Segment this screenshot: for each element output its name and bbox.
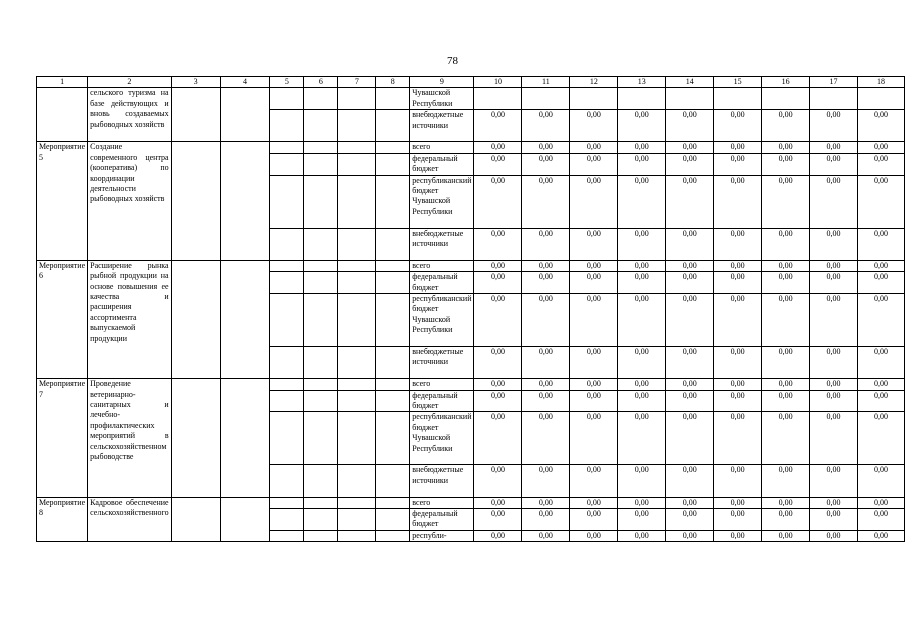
- code-cell-6: [304, 153, 338, 175]
- funding-source: внебюджетные источники: [410, 347, 474, 379]
- value-cell: 0,00: [714, 379, 762, 390]
- value-cell: 0,00: [474, 530, 522, 541]
- code-cell-6: [304, 88, 338, 110]
- value-cell: 0,00: [666, 390, 714, 412]
- value-cell: 0,00: [474, 228, 522, 260]
- value-cell: 0,00: [570, 153, 618, 175]
- value-cell: 0,00: [522, 175, 570, 228]
- value-cell: 0,00: [474, 379, 522, 390]
- value-cell: 0,00: [810, 379, 858, 390]
- value-cell: 0,00: [618, 260, 666, 271]
- value-cell: 0,00: [618, 272, 666, 294]
- code-cell-5: [270, 142, 304, 153]
- column-header-6: 6: [304, 77, 338, 88]
- value-cell: 0,00: [474, 390, 522, 412]
- code-cell-5: [270, 110, 304, 142]
- measure-description: Расширение рынка рыбной продукции на основе повышения ее качества и расширения ассортимента выпускаемой продукции: [88, 260, 171, 378]
- code-cell-8: [376, 294, 410, 347]
- funding-source: федеральный бюджет: [410, 390, 474, 412]
- table-row: [37, 379, 905, 390]
- value-cell: 0,00: [522, 347, 570, 379]
- value-cell: 0,00: [857, 390, 904, 412]
- value-cell: 0,00: [857, 294, 904, 347]
- responsible-cell: [171, 497, 220, 542]
- value-cell: 0,00: [522, 465, 570, 497]
- code-cell-7: [338, 379, 376, 390]
- value-cell: 0,00: [522, 260, 570, 271]
- value-cell: 0,00: [857, 260, 904, 271]
- funding-source: всего: [410, 260, 474, 271]
- value-cell: 0,00: [570, 379, 618, 390]
- code-cell-7: [338, 110, 376, 142]
- code-cell-5: [270, 465, 304, 497]
- value-cell: 0,00: [570, 530, 618, 541]
- value-cell: [666, 88, 714, 110]
- column-header-3: 3: [171, 77, 220, 88]
- funding-source: всего: [410, 497, 474, 508]
- column-header-8: 8: [376, 77, 410, 88]
- funding-source: республиканский бюджет Чувашской Республики: [410, 175, 474, 228]
- value-cell: 0,00: [666, 228, 714, 260]
- code-cell-6: [304, 379, 338, 390]
- code-cell-8: [376, 509, 410, 531]
- value-cell: 0,00: [522, 153, 570, 175]
- code-cell-8: [376, 88, 410, 110]
- value-cell: 0,00: [762, 509, 810, 531]
- value-cell: 0,00: [474, 272, 522, 294]
- value-cell: 0,00: [666, 497, 714, 508]
- value-cell: 0,00: [474, 509, 522, 531]
- code-cell-5: [270, 294, 304, 347]
- code-cell-5: [270, 88, 304, 110]
- code-cell-8: [376, 110, 410, 142]
- code-cell-8: [376, 390, 410, 412]
- code-cell-6: [304, 390, 338, 412]
- value-cell: 0,00: [570, 175, 618, 228]
- value-cell: 0,00: [810, 509, 858, 531]
- value-cell: 0,00: [810, 110, 858, 142]
- participants-cell: [220, 497, 270, 542]
- value-cell: 0,00: [857, 412, 904, 465]
- code-cell-7: [338, 175, 376, 228]
- code-cell-6: [304, 294, 338, 347]
- value-cell: 0,00: [570, 228, 618, 260]
- value-cell: 0,00: [618, 175, 666, 228]
- code-cell-6: [304, 228, 338, 260]
- code-cell-5: [270, 347, 304, 379]
- value-cell: 0,00: [666, 347, 714, 379]
- value-cell: 0,00: [522, 272, 570, 294]
- value-cell: 0,00: [570, 110, 618, 142]
- code-cell-5: [270, 272, 304, 294]
- value-cell: 0,00: [857, 110, 904, 142]
- value-cell: 0,00: [857, 153, 904, 175]
- code-cell-5: [270, 390, 304, 412]
- code-cell-7: [338, 153, 376, 175]
- value-cell: 0,00: [522, 412, 570, 465]
- value-cell: 0,00: [714, 272, 762, 294]
- funding-source: республиканский бюджет Чувашской Республики: [410, 294, 474, 347]
- code-cell-5: [270, 260, 304, 271]
- value-cell: 0,00: [570, 347, 618, 379]
- code-cell-8: [376, 153, 410, 175]
- value-cell: 0,00: [714, 530, 762, 541]
- funding-source: республиканский бюджет Чувашской Республики: [410, 412, 474, 465]
- value-cell: 0,00: [810, 390, 858, 412]
- responsible-cell: [171, 88, 220, 142]
- code-cell-6: [304, 260, 338, 271]
- value-cell: 0,00: [762, 390, 810, 412]
- code-cell-8: [376, 497, 410, 508]
- value-cell: 0,00: [762, 228, 810, 260]
- value-cell: 0,00: [666, 260, 714, 271]
- code-cell-8: [376, 347, 410, 379]
- value-cell: 0,00: [857, 509, 904, 531]
- value-cell: 0,00: [762, 530, 810, 541]
- code-cell-6: [304, 347, 338, 379]
- code-cell-5: [270, 379, 304, 390]
- code-cell-6: [304, 465, 338, 497]
- column-header-18: 18: [857, 77, 904, 88]
- measure-code: [37, 88, 88, 142]
- value-cell: 0,00: [666, 294, 714, 347]
- column-header-1: 1: [37, 77, 88, 88]
- column-header-5: 5: [270, 77, 304, 88]
- code-cell-5: [270, 497, 304, 508]
- code-cell-7: [338, 347, 376, 379]
- measure-description: Проведение ветеринарно-санитарных и лечебно-профилактических мероприятий в сельскохозяйственном рыбоводстве: [88, 379, 171, 497]
- value-cell: 0,00: [666, 412, 714, 465]
- value-cell: 0,00: [857, 228, 904, 260]
- value-cell: 0,00: [762, 497, 810, 508]
- value-cell: 0,00: [474, 153, 522, 175]
- value-cell: 0,00: [714, 347, 762, 379]
- value-cell: [474, 88, 522, 110]
- value-cell: 0,00: [810, 153, 858, 175]
- value-cell: 0,00: [522, 228, 570, 260]
- column-header-13: 13: [618, 77, 666, 88]
- value-cell: 0,00: [857, 379, 904, 390]
- value-cell: 0,00: [666, 142, 714, 153]
- column-header-12: 12: [570, 77, 618, 88]
- value-cell: 0,00: [618, 153, 666, 175]
- value-cell: 0,00: [618, 294, 666, 347]
- column-header-11: 11: [522, 77, 570, 88]
- measure-code: Мероприятие 8: [37, 497, 88, 542]
- value-cell: 0,00: [714, 175, 762, 228]
- value-cell: [522, 88, 570, 110]
- value-cell: 0,00: [618, 347, 666, 379]
- page-number: 78: [447, 55, 458, 67]
- value-cell: 0,00: [666, 110, 714, 142]
- code-cell-6: [304, 497, 338, 508]
- code-cell-5: [270, 175, 304, 228]
- value-cell: 0,00: [762, 142, 810, 153]
- code-cell-7: [338, 412, 376, 465]
- funding-source: внебюджетные источники: [410, 228, 474, 260]
- measure-code: Мероприятие 7: [37, 379, 88, 497]
- code-cell-7: [338, 228, 376, 260]
- value-cell: 0,00: [666, 175, 714, 228]
- value-cell: 0,00: [714, 228, 762, 260]
- column-header-15: 15: [714, 77, 762, 88]
- value-cell: 0,00: [618, 465, 666, 497]
- value-cell: 0,00: [474, 142, 522, 153]
- code-cell-7: [338, 88, 376, 110]
- value-cell: 0,00: [522, 390, 570, 412]
- value-cell: 0,00: [810, 260, 858, 271]
- value-cell: 0,00: [857, 465, 904, 497]
- code-cell-8: [376, 228, 410, 260]
- participants-cell: [220, 260, 270, 378]
- value-cell: 0,00: [810, 175, 858, 228]
- value-cell: 0,00: [522, 497, 570, 508]
- value-cell: 0,00: [762, 153, 810, 175]
- code-cell-7: [338, 497, 376, 508]
- value-cell: 0,00: [714, 497, 762, 508]
- column-header-4: 4: [220, 77, 270, 88]
- value-cell: 0,00: [570, 509, 618, 531]
- value-cell: 0,00: [810, 465, 858, 497]
- value-cell: [810, 88, 858, 110]
- value-cell: 0,00: [714, 110, 762, 142]
- code-cell-7: [338, 465, 376, 497]
- code-cell-8: [376, 379, 410, 390]
- value-cell: [618, 88, 666, 110]
- value-cell: 0,00: [762, 379, 810, 390]
- funding-source: Чувашской Республики: [410, 88, 474, 110]
- code-cell-6: [304, 175, 338, 228]
- code-cell-8: [376, 260, 410, 271]
- code-cell-8: [376, 142, 410, 153]
- value-cell: 0,00: [762, 412, 810, 465]
- value-cell: 0,00: [714, 260, 762, 271]
- value-cell: 0,00: [810, 347, 858, 379]
- code-cell-7: [338, 272, 376, 294]
- table-row: [37, 260, 905, 271]
- value-cell: 0,00: [618, 412, 666, 465]
- code-cell-6: [304, 272, 338, 294]
- value-cell: 0,00: [810, 497, 858, 508]
- value-cell: 0,00: [810, 294, 858, 347]
- responsible-cell: [171, 142, 220, 260]
- column-header-16: 16: [762, 77, 810, 88]
- funding-source: федеральный бюджет: [410, 153, 474, 175]
- value-cell: 0,00: [474, 412, 522, 465]
- code-cell-7: [338, 530, 376, 541]
- code-cell-8: [376, 412, 410, 465]
- value-cell: 0,00: [522, 110, 570, 142]
- code-cell-8: [376, 530, 410, 541]
- value-cell: 0,00: [857, 347, 904, 379]
- code-cell-8: [376, 465, 410, 497]
- value-cell: 0,00: [810, 530, 858, 541]
- value-cell: 0,00: [762, 294, 810, 347]
- value-cell: 0,00: [618, 228, 666, 260]
- value-cell: [570, 88, 618, 110]
- value-cell: [857, 88, 904, 110]
- value-cell: 0,00: [810, 272, 858, 294]
- code-cell-6: [304, 142, 338, 153]
- value-cell: 0,00: [618, 509, 666, 531]
- responsible-cell: [171, 379, 220, 497]
- participants-cell: [220, 88, 270, 142]
- code-cell-6: [304, 412, 338, 465]
- budget-table: [36, 76, 905, 542]
- table-row: [37, 88, 905, 110]
- value-cell: 0,00: [762, 465, 810, 497]
- value-cell: 0,00: [762, 175, 810, 228]
- value-cell: 0,00: [762, 272, 810, 294]
- value-cell: 0,00: [714, 509, 762, 531]
- value-cell: 0,00: [474, 347, 522, 379]
- value-cell: 0,00: [618, 142, 666, 153]
- value-cell: 0,00: [522, 379, 570, 390]
- value-cell: 0,00: [762, 347, 810, 379]
- column-header-10: 10: [474, 77, 522, 88]
- value-cell: 0,00: [762, 110, 810, 142]
- column-header-14: 14: [666, 77, 714, 88]
- value-cell: 0,00: [857, 272, 904, 294]
- participants-cell: [220, 142, 270, 260]
- code-cell-5: [270, 509, 304, 531]
- code-cell-5: [270, 412, 304, 465]
- value-cell: 0,00: [714, 153, 762, 175]
- code-cell-6: [304, 530, 338, 541]
- value-cell: 0,00: [810, 142, 858, 153]
- code-cell-5: [270, 153, 304, 175]
- table-row: [37, 142, 905, 153]
- table-row: [37, 497, 905, 508]
- code-cell-5: [270, 228, 304, 260]
- funding-source: внебюджетные источники: [410, 110, 474, 142]
- funding-source: федеральный бюджет: [410, 272, 474, 294]
- value-cell: 0,00: [570, 465, 618, 497]
- value-cell: 0,00: [522, 530, 570, 541]
- value-cell: 0,00: [666, 530, 714, 541]
- column-header-9: 9: [410, 77, 474, 88]
- code-cell-8: [376, 175, 410, 228]
- funding-source: республи-: [410, 530, 474, 541]
- measure-code: Мероприятие 6: [37, 260, 88, 378]
- code-cell-7: [338, 260, 376, 271]
- measure-description: Кадровое обеспечение сельскохозяйственного: [88, 497, 171, 542]
- measure-description: сельского туризма на базе действующих и вновь создаваемых рыбоводных хозяйств: [88, 88, 171, 142]
- measure-code: Мероприятие 5: [37, 142, 88, 260]
- code-cell-7: [338, 509, 376, 531]
- header-row: [37, 77, 905, 88]
- code-cell-7: [338, 142, 376, 153]
- value-cell: 0,00: [474, 465, 522, 497]
- column-header-7: 7: [338, 77, 376, 88]
- value-cell: 0,00: [570, 260, 618, 271]
- value-cell: 0,00: [857, 497, 904, 508]
- value-cell: 0,00: [666, 272, 714, 294]
- funding-source: всего: [410, 379, 474, 390]
- value-cell: 0,00: [666, 379, 714, 390]
- value-cell: 0,00: [666, 153, 714, 175]
- value-cell: 0,00: [857, 530, 904, 541]
- value-cell: 0,00: [810, 412, 858, 465]
- value-cell: 0,00: [666, 509, 714, 531]
- value-cell: 0,00: [570, 497, 618, 508]
- responsible-cell: [171, 260, 220, 378]
- code-cell-5: [270, 530, 304, 541]
- measure-description: Создание современного центра (кооператива) по координации деятельности рыбоводных хозяйств: [88, 142, 171, 260]
- code-cell-8: [376, 272, 410, 294]
- code-cell-6: [304, 509, 338, 531]
- value-cell: [762, 88, 810, 110]
- value-cell: 0,00: [522, 509, 570, 531]
- value-cell: 0,00: [618, 530, 666, 541]
- value-cell: 0,00: [714, 390, 762, 412]
- value-cell: 0,00: [570, 272, 618, 294]
- value-cell: 0,00: [522, 294, 570, 347]
- value-cell: 0,00: [474, 175, 522, 228]
- value-cell: 0,00: [570, 412, 618, 465]
- participants-cell: [220, 379, 270, 497]
- value-cell: 0,00: [714, 294, 762, 347]
- value-cell: 0,00: [714, 142, 762, 153]
- value-cell: 0,00: [618, 379, 666, 390]
- value-cell: 0,00: [570, 390, 618, 412]
- value-cell: 0,00: [474, 110, 522, 142]
- value-cell: 0,00: [857, 175, 904, 228]
- funding-source: внебюджетные источники: [410, 465, 474, 497]
- value-cell: 0,00: [474, 294, 522, 347]
- code-cell-6: [304, 110, 338, 142]
- value-cell: 0,00: [714, 412, 762, 465]
- value-cell: 0,00: [570, 294, 618, 347]
- value-cell: 0,00: [810, 228, 858, 260]
- value-cell: [714, 88, 762, 110]
- funding-source: всего: [410, 142, 474, 153]
- column-header-2: 2: [88, 77, 171, 88]
- value-cell: 0,00: [666, 465, 714, 497]
- funding-source: федеральный бюджет: [410, 509, 474, 531]
- value-cell: 0,00: [474, 497, 522, 508]
- value-cell: 0,00: [570, 142, 618, 153]
- code-cell-7: [338, 294, 376, 347]
- value-cell: 0,00: [522, 142, 570, 153]
- value-cell: 0,00: [618, 390, 666, 412]
- value-cell: 0,00: [714, 465, 762, 497]
- value-cell: 0,00: [618, 497, 666, 508]
- value-cell: 0,00: [762, 260, 810, 271]
- code-cell-7: [338, 390, 376, 412]
- value-cell: 0,00: [857, 142, 904, 153]
- value-cell: 0,00: [618, 110, 666, 142]
- column-header-17: 17: [810, 77, 858, 88]
- value-cell: 0,00: [474, 260, 522, 271]
